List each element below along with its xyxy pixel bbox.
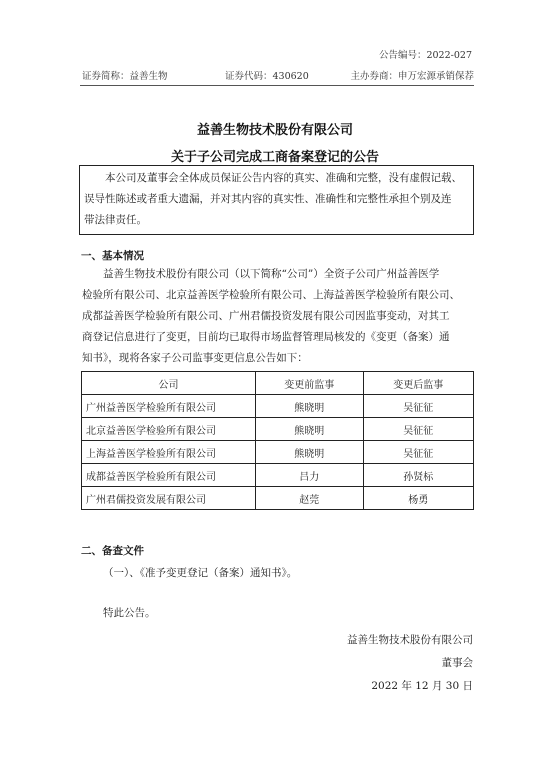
sponsor-broker: 主办券商：申万宏源承销保荐 — [350, 71, 474, 82]
announcement-number: 公告编号：2022-027 — [378, 50, 472, 61]
cell-before: 熊晓明 — [255, 418, 363, 441]
section-heading-reference-docs: 二、备查文件 — [81, 545, 144, 557]
reference-doc-item: （一）、《准予变更登记（备案）通知书》。 — [103, 567, 298, 579]
cell-company: 北京益善医学检验所有限公司 — [82, 418, 256, 441]
column-header-company: 公司 — [82, 372, 256, 395]
table-header-row — [82, 372, 474, 395]
cell-company: 广州君儒投资发展有限公司 — [82, 487, 256, 510]
table-row — [82, 395, 474, 418]
disclaimer-line: 带法律责任。 — [84, 214, 147, 226]
paragraph-line: 检验所有限公司、北京益善医学检验所有限公司、上海益善医学检验所有限公司、 — [82, 289, 460, 301]
cell-before: 吕力 — [255, 464, 363, 487]
cell-after: 孙贤标 — [363, 464, 473, 487]
paragraph-line: 知书》，现将各家子公司监事变更信息公告如下： — [82, 352, 308, 364]
disclaimer-line: 误导性陈述或者重大遗漏，并对其内容的真实性、准确性和完整性承担个别及连 — [84, 193, 452, 205]
section-heading-basic-info: 一、基本情况 — [81, 250, 144, 262]
cell-after: 吴征征 — [363, 441, 473, 464]
cell-after: 杨勇 — [363, 487, 473, 510]
column-header-after: 变更后监事 — [363, 372, 473, 395]
closing-text: 特此公告。 — [103, 607, 156, 619]
cell-before: 熊晓明 — [255, 441, 363, 464]
cell-company: 成都益善医学检验所有限公司 — [82, 464, 256, 487]
security-short-name: 证券简称：益善生物 — [82, 71, 168, 82]
signer-company: 益善生物技术股份有限公司 — [347, 634, 473, 646]
company-title: 益善生物技术股份有限公司 — [196, 123, 353, 138]
disclaimer-box — [79, 165, 474, 235]
signer-body: 董事会 — [441, 657, 473, 669]
paragraph-line: 益善生物技术股份有限公司（以下简称“公司”）全资子公司广州益善医学 — [103, 268, 440, 280]
announcement-subject: 关于子公司完成工商备案登记的公告 — [170, 150, 379, 165]
announcement-date: 2022 年 12 月 30 日 — [371, 680, 473, 692]
cell-after: 吴征征 — [363, 395, 473, 418]
table-row — [82, 418, 474, 441]
disclaimer-line: 本公司及董事会全体成员保证公告内容的真实、准确和完整，没有虚假记载、 — [105, 172, 462, 184]
paragraph-line: 商登记信息进行了变更，目前均已取得市场监督管理局核发的《变更（备案）通 — [82, 331, 450, 343]
cell-before: 赵莞 — [255, 487, 363, 510]
cell-company: 广州益善医学检验所有限公司 — [82, 395, 256, 418]
paragraph-line: 成都益善医学检验所有限公司、广州君儒投资发展有限公司因监事变动，对其工 — [82, 310, 450, 322]
header-divider — [80, 85, 474, 86]
column-header-before: 变更前监事 — [255, 372, 363, 395]
table-row — [82, 487, 474, 510]
cell-after: 吴征征 — [363, 418, 473, 441]
security-meta-line — [82, 68, 474, 82]
table-row — [82, 441, 474, 464]
table-row — [82, 464, 474, 487]
supervisor-change-table — [81, 371, 474, 510]
cell-company: 上海益善医学检验所有限公司 — [82, 441, 256, 464]
security-code: 证券代码：430620 — [225, 71, 309, 82]
cell-before: 熊晓明 — [255, 395, 363, 418]
